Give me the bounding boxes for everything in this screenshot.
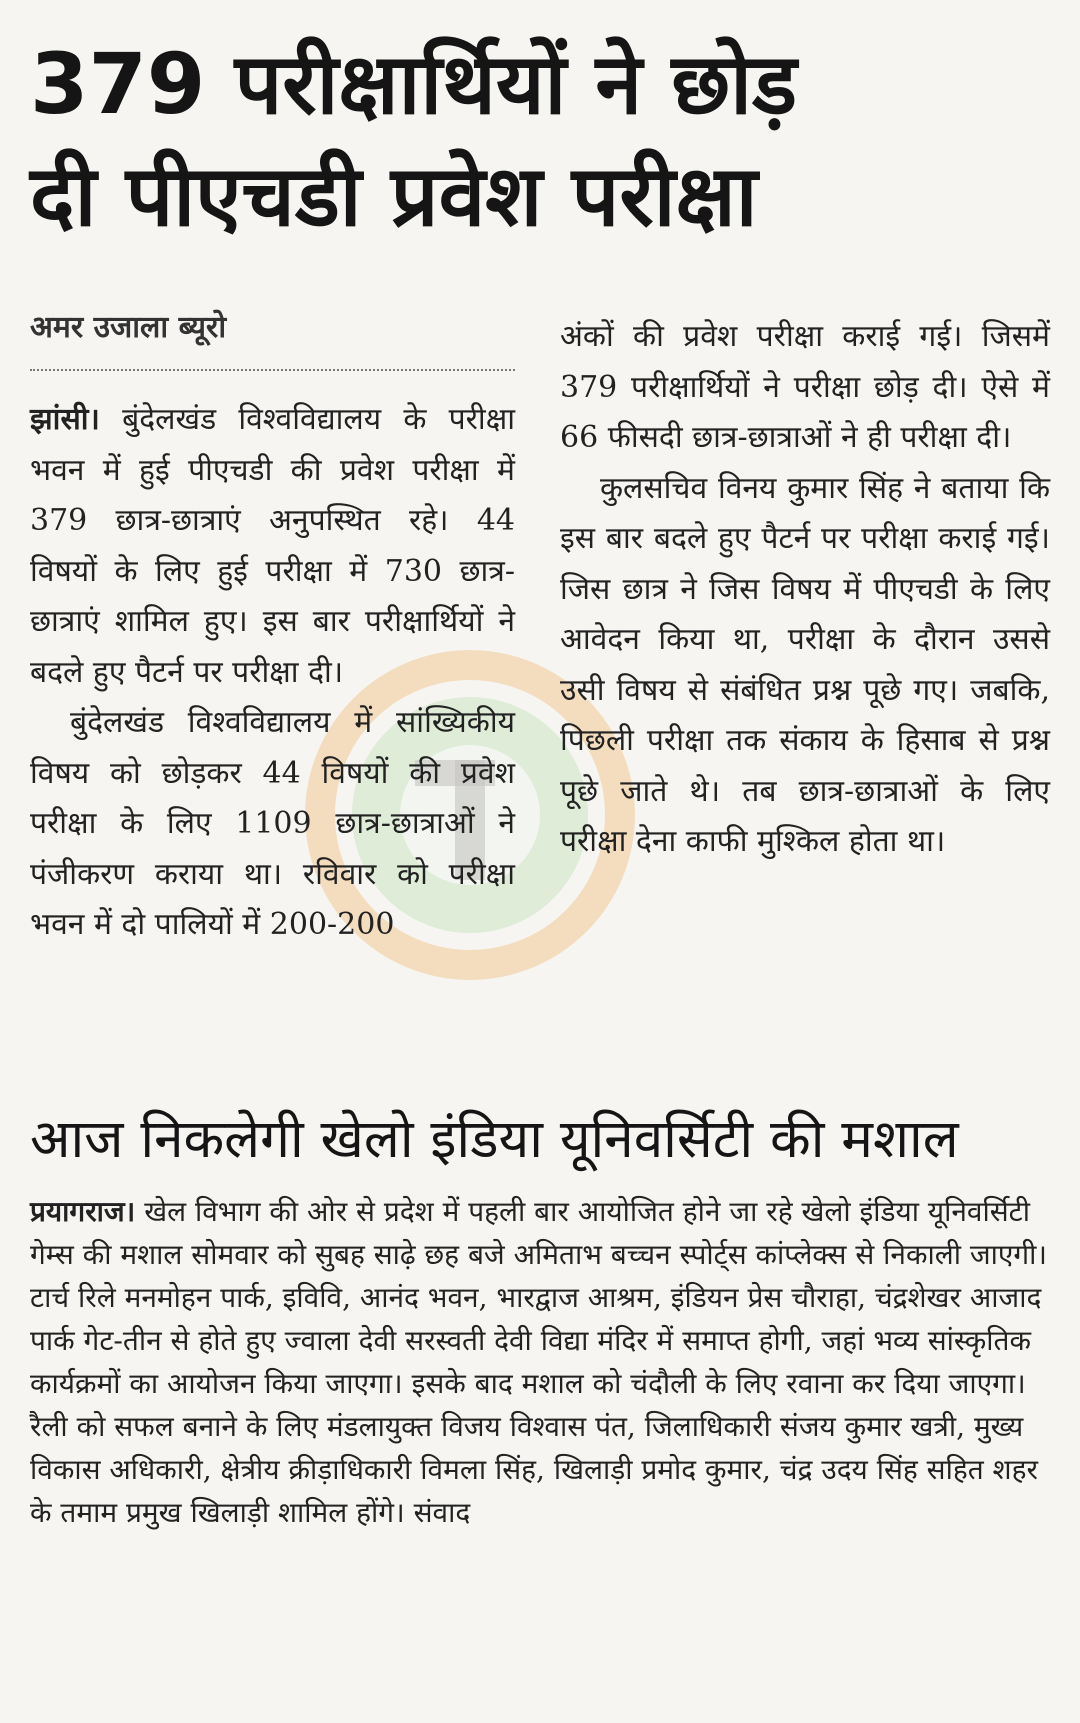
dateline-2: प्रयागराज। (30, 1195, 136, 1228)
article-paragraph-1 (30, 395, 515, 698)
byline-divider (30, 369, 515, 371)
byline: अमर उजाला ब्यूरो (30, 310, 227, 345)
article-2-body (30, 1190, 1050, 1534)
article-2-text: खेल विभाग की ओर से प्रदेश में पहली बार आयोजित होने जा रहे खेलो इंडिया यूनिवर्सिटी गेम्स की मशाल सोमवार को सुबह साढ़े छह बजे अमिताभ बच्चन स्पोर्ट्स कांप्लेक्स से निकाली जाएगी। टार्च रिले मनमोहन पार्क, इविवि, आनंद भवन, भारद्वाज आश्रम, इंडियन प्रेस चौराहा, चंद्रशेखर आजाद पार्क गेट-तीन से होते हुए ज्वाला देवी सरस्वती देवी विद्या मंदिर में समाप्त होगी, जहां भव्य सांस्कृतिक कार्यक्रमों का आयोजन किया जाएगा। इसके बाद मशाल को चंदौली के लिए रवाना कर दिया जाएगा। रैली को सफल बनाने के लिए मंडलायुक्त विजय विश्वास पंत, जिलाधिकारी संजय कुमार खत्री, मुख्य विकास अधिकारी, क्षेत्रीय क्रीड़ाधिकारी विमला सिंह, खिलाड़ी प्रमोद कुमार, चंद्र उदय सिंह सहित शहर के तमाम प्रमुख खिलाड़ी शामिल होंगे। संवाद (30, 1195, 1047, 1529)
dateline: झांसी। (30, 402, 100, 437)
article-paragraph-2-part-2: अंकों की प्रवेश परीक्षा कराई गई। जिसमें 379 परीक्षार्थियों ने परीक्षा छोड़ दी। ऐसे में 66 फीसदी छात्र-छात्राओं ने ही परीक्षा दी। (560, 319, 1050, 455)
article-paragraph-3: कुलसचिव विनय कुमार सिंह ने बताया कि इस बार बदले हुए पैटर्न पर परीक्षा कराई गई। जिस छात्र ने जिस विषय में पीएचडी के लिए आवेदन किया था, परीक्षा के दौरान उससे उसी विषय से संबंधित प्रश्न पूछे गए। जबकि, पिछली परीक्षा तक संकाय के हिसाब से प्रश्न पूछे जाते थे। तब छात्र-छात्राओं के लिए परीक्षा देना काफी मुश्किल होता था। (560, 470, 1050, 859)
sub-headline: आज निकलेगी खेलो इंडिया यूनिवर्सिटी की मशाल (30, 1109, 959, 1170)
article-left-column (30, 305, 515, 951)
headline (30, 28, 1050, 252)
article-2-paragraph (30, 1190, 1050, 1534)
article-right-column (560, 312, 1050, 868)
article-paragraph-2-part-1: बुंदेलखंड विश्वविद्यालय में सांख्यिकीय विषय को छोड़कर 44 विषयों की प्रवेश परीक्षा के लिए 1109 छात्र-छात्राओं ने पंजीकरण कराया था। रविवार को परीक्षा भवन में दो पालियों में 200-200 (30, 705, 515, 942)
headline-line-2: दी पीएचडी प्रवेश परीक्षा (30, 147, 758, 245)
paragraph-1-text: बुंदेलखंड विश्वविद्यालय के परीक्षा भवन में हुई पीएचडी की प्रवेश परीक्षा में 379 छात्र-छात्राएं अनुपस्थित रहे। 44 विषयों के लिए हुई परीक्षा में 730 छात्र-छात्राएं शामिल हुए। इस बार परीक्षार्थियों ने बदले हुए पैटर्न पर परीक्षा दी। (30, 402, 515, 690)
headline-line-1: 379 परीक्षार्थियों ने छोड़ (30, 35, 797, 133)
